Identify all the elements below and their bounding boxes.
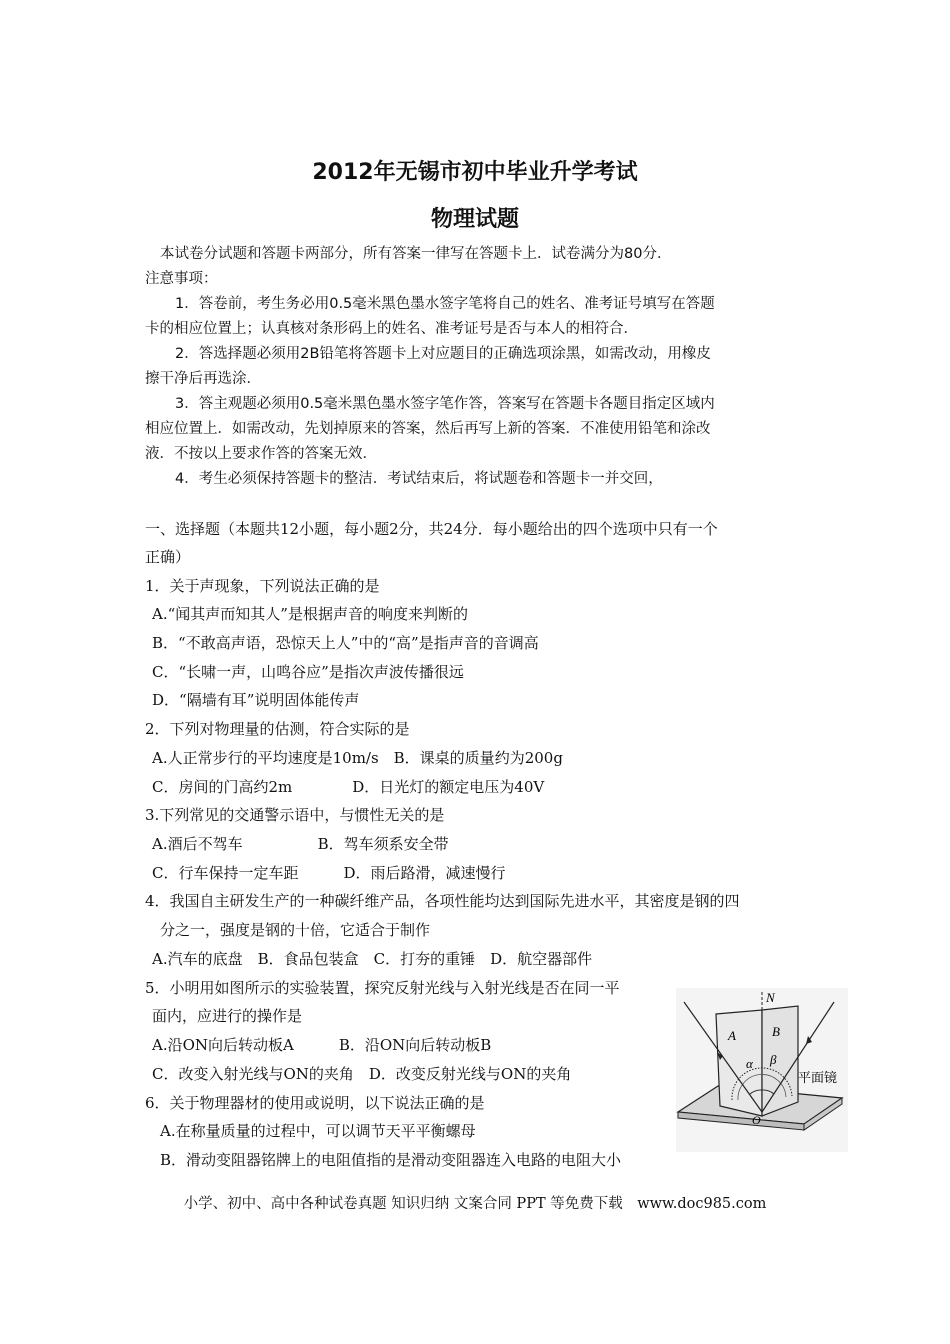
notice-heading: 注意事项： (145, 271, 218, 287)
question-option: A.汽车的底盘 B．食品包装盒 C．打夯的重锤 D．航空器部件 (152, 950, 593, 968)
question-option: A.沿ON向后转动板A B．沿ON向后转动板B (152, 1036, 492, 1054)
notice-line: 3．答主观题必须用0.5毫米黑色墨水签字笔作答，答案写在答题卡各题目指定区域内 (175, 396, 715, 412)
question-option: A.人正常步行的平均速度是10m/s B．课桌的质量约为200g (152, 749, 563, 767)
notice-line: 擦干净后再选涂． (145, 371, 261, 387)
notice-line: 液．不按以上要求作答的答案无效． (145, 446, 377, 462)
notice-line: 卡的相应位置上；认真核对条形码上的姓名、准考证号是否与本人的相符合． (145, 321, 638, 337)
notice-line: 相应位置上．如需改动，先划掉原来的答案，然后再写上新的答案．不准使用铅笔和涂改 (145, 421, 711, 437)
intro-text: 本试卷分试题和答题卡两部分，所有答案一律写在答题卡上．试卷满分为80分． (160, 246, 672, 262)
question-5: 5．小明用如图所示的实验装置，探究反射光线与入射光线是否在同一平 (145, 979, 620, 997)
question-2: 2．下列对物理量的估测，符合实际的是 (145, 720, 410, 738)
section-heading-cont: 正确） (145, 548, 191, 566)
question-option: B．“不敢高声语，恐惊天上人”中的“高”是指声音的音调高 (152, 634, 539, 652)
figure-label-b: B (772, 1024, 780, 1039)
question-option: A.在称量质量的过程中，可以调节天平平衡螺母 (160, 1122, 476, 1140)
question-4-cont: 分之一，强度是钢的十倍，它适合于制作 (160, 921, 431, 939)
exam-title: 2012年无锡市初中毕业升学考试 (312, 160, 638, 185)
question-option: D．“隔墙有耳”说明固体能传声 (152, 691, 360, 709)
figure-label-mirror: 平面镜 (798, 1071, 838, 1086)
notice-line: 4．考生必须保持答题卡的整洁．考试结束后，将试题卷和答题卡一并交回， (175, 471, 663, 487)
question-option: C．改变入射光线与ON的夹角 D．改变反射光线与ON的夹角 (152, 1065, 572, 1083)
question-1: 1．关于声现象，下列说法正确的是 (145, 577, 380, 595)
reflection-experiment-figure (676, 988, 848, 1152)
question-5-cont: 面内，应进行的操作是 (152, 1007, 303, 1025)
question-option: C．“长啸一声，山鸣谷应”是指次声波传播很远 (152, 663, 464, 681)
question-option: A.“闻其声而知其人”是根据声音的响度来判断的 (152, 605, 468, 623)
question-option: C．房间的门高约2m D．日光灯的额定电压为40V (152, 778, 545, 796)
notice-line: 2．答选择题必须用2B铅笔将答题卡上对应题目的正确选项涂黑，如需改动，用橡皮 (175, 346, 711, 362)
figure-label-alpha: α (746, 1056, 753, 1071)
exam-subtitle: 物理试题 (430, 207, 519, 232)
page-footer: 小学、初中、高中各种试卷真题 知识归纳 文案合同 PPT 等免费下载 www.doc985.com (183, 1196, 767, 1212)
figure-label-beta: β (770, 1052, 777, 1067)
figure-label-o: O (752, 1113, 761, 1127)
question-option: B．滑动变阻器铭牌上的电阻值指的是滑动变阻器连入电路的电阻大小 (160, 1151, 622, 1169)
question-6: 6．关于物理器材的使用或说明，以下说法正确的是 (145, 1094, 485, 1112)
figure-label-n: N (766, 990, 775, 1005)
notice-line: 1．答卷前，考生务必用0.5毫米黑色墨水签字笔将自己的姓名、准考证号填写在答题 (175, 296, 715, 312)
question-option: A.酒后不驾车 B．驾车须系安全带 (152, 835, 449, 853)
figure-label-a: A (728, 1028, 736, 1043)
question-3: 3.下列常见的交通警示语中，与惯性无关的是 (145, 806, 445, 824)
section-heading: 一、选择题（本题共12小题，每小题2分，共24分．每小题给出的四个选项中只有一个 (145, 520, 718, 538)
question-4: 4．我国自主研发生产的一种碳纤维产品，各项性能均达到国际先进水平，其密度是钢的四 (145, 892, 740, 910)
question-option: C．行车保持一定车距 D．雨后路滑，减速慢行 (152, 864, 506, 882)
